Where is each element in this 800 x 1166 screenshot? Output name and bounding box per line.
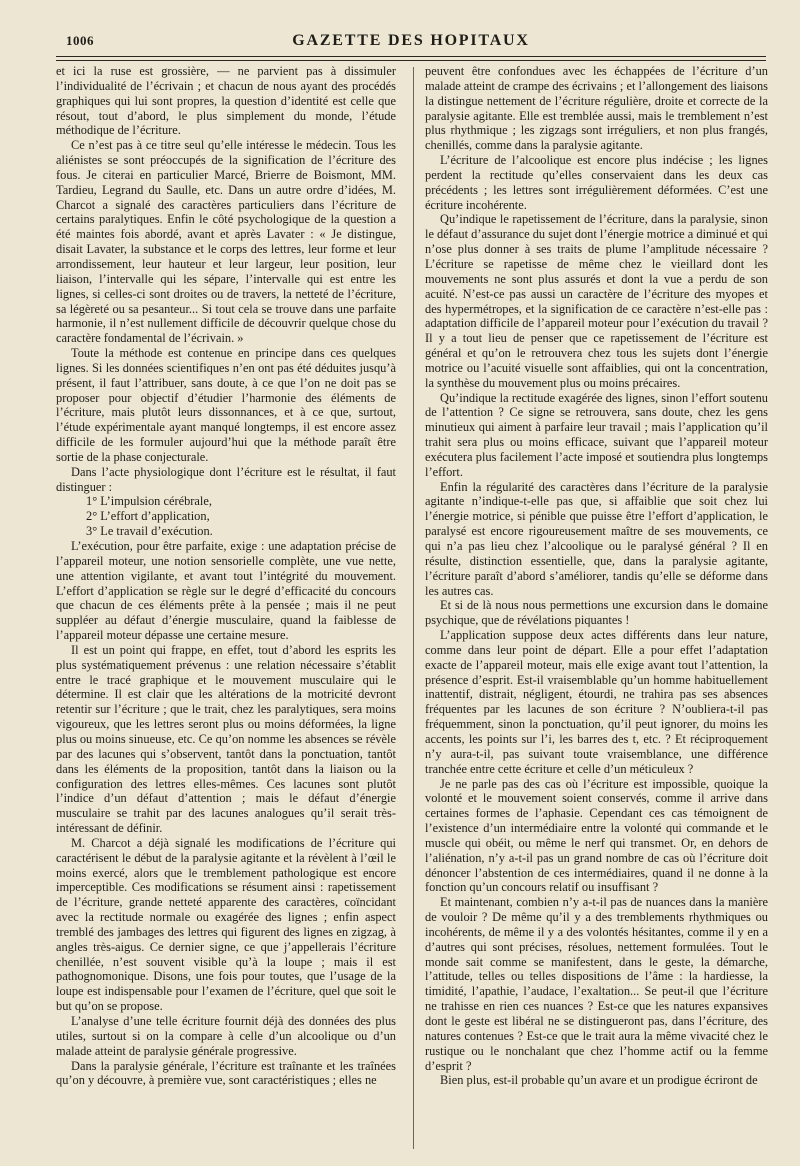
journal-title: GAZETTE DES HOPITAUX [292,32,530,49]
right-column [425,64,768,1154]
paragraph: Bien plus, est-il probable qu’un avare et un prodigue écriront de [440,1073,758,1088]
paragraph: Qu’indique la rectitude exagérée des lignes, sinon l’effort soutenu de l’attention ? Ce signe se retrouvera, sans doute, chez les gens minutieux qui aiment à parfaire leur travail ; mais l’application qu’il trahit sera plus ou moins efficace, suivant que l’appareil moteur exécutera plus facilement l’acte imposé et soutiendra plus longtemps l’effort. [425,390,768,479]
page-number: 1006 [66,33,94,48]
paragraph: Ce n’est pas à ce titre seul qu’elle intéresse le médecin. Tous les aliénistes se sont préoccupés de la signification de l’écriture des fous. Je citerai en particulier Marcé, Brierre de Boismont, MM. Tardieu, Legrand du Saulle, etc. Dans un autre ordre d’idées, M. Charcot a signalé des caractères particuliers dans l’écriture de certains paralytiques. Enfin le côté psychologique de la question a été maintes fois abordé, avant et après Lavater : « Je distingue, disait Lavater, la substance et le corps des lettres, leur forme et leur arrondissement, leur hauteur et leur largeur, leur position, leur liaison, l’intervalle qui les sépare, l’intervalle qui est entre les lignes, si celles-ci sont droites ou de travers, la netteté de l’écriture, sa légèreté ou sa pesanteur... Si tout cela se trouve dans une parfaite harmonie, il n’est nullement difficile de découvrir quelque chose du caractère fondamental de l’écrivain. » [56,138,396,346]
running-head [56,26,766,56]
column-divider [413,67,414,1149]
paragraph: Toute la méthode est contenue en principe dans ces quelques lignes. Si les données scientifiques n’en ont pas été déduites jusqu’à présent, il faut l’attribuer, sans doute, à ce que l’on ne doit pas se proposer pour objectif d’étudier l’harmonie des éléments de l’écriture, mais plutôt leurs dissonnances, et à ce que, surtout, l’étude expérimentale ayant manqué longtemps, il est encore assez difficile de les formuler aujourd’hui que la méthode paraît être sortie de la phase conjecturale. [56,346,396,464]
paragraph: Il est un point qui frappe, en effet, tout d’abord les esprits les plus systématiquement prévenus : une relation nécessaire s’établit entre le tracé graphique et le mouvement musculaire qui le détermine. Il est clair que les altérations de la motricité devront retentir sur l’écriture ; que le trait, chez les paralytiques, sera moins vigoureux, que les lettres seront plus ou moins déformées, la ligne plus ou moins sinueuse, etc. Ce qu’on nomme les absences se révèle par des lacunes qui s’observent, tantôt dans la ponctuation, tantôt dans les éléments de la proposition, tantôt dans la liaison ou la configuration des lettres elles-mêmes. Ces lacunes sont plutôt l’indice d’un défaut d’attention ; mais le défaut d’énergie musculaire se trahit par des lacunes analogues qu’il serait très-intéressant de définir. [56,642,396,836]
paragraph: Enfin la régularité des caractères dans l’écriture de la paralysie agitante n’indique-t-elle pas que, si affaiblie que soit chez lui l’énergie motrice, si pénible que puisse être l’effort d’application, le paralysé est encore rigoureusement maître de ses mouvements, ce qui n’a pas lieu chez l’alcoolique ou le paralysé général ? Il en résulte, distinction essentielle, que, dans la paralysie agitante, l’écriture paraît d’abord s’améliorer, tandis qu’elle se déforme dans les autres cas. [425,479,768,598]
paragraph: Qu’indique le rapetissement de l’écriture, dans la paralysie, sinon le défaut d’assurance du sujet dont l’énergie motrice a diminué et qui n’ose plus donner à ses traits de plume l’amplitude nécessaire ? L’écriture se rapetisse de même chez le vieillard dont les mouvements ne sont plus assurés et dont la vue a perdu de son acuité. N’est-ce pas aussi un caractère de l’écriture des myopes et des hypermétropes, et la signification de ce caractère n’est-elle pas : adaptation difficile de l’appareil moteur pour l’exécution du travail ? Il y a tout lieu de penser que ce rapetissement de l’écriture est général et qu’on le retrouvera chez tous les sujets dont l’énergie motrice ou l’acuité visuelle sont affaiblies, qui ont la concentration, la synthèse du mouvement plus ou moins précaires. [425,212,768,390]
paragraph: M. Charcot a déjà signalé les modifications de l’écriture qui caractérisent le début de la paralysie agitante et la révèlent à l’œil le moins exercé, alors que le tremblement pathologique est encore imperceptible. Ces modifications se résument ainsi : rapetissement de l’écriture, grande netteté apparente des caractères, coïncidant avec la rectitude normale ou exagérée des lignes ; enfin aspect tremblé des jambages des lettres qui figurent des lignes en zigzag, à angles très-aigus. Ce dernier signe, ce que j’appellerais l’écriture chenillée, n’est souvent visible qu’à la loupe ; mais il est pathognomonique. Disons, une fois pour toutes, que l’usage de la loupe est indispensable pour l’examen de l’écriture, quel que soit le but qu’on se propose. [56,835,396,1014]
paragraph: Dans la paralysie générale, l’écriture est traînante et les traînées qu’on y découvre, à première vue, sont caractéristiques ; elles ne [56,1058,396,1088]
header-rule-top [56,56,766,57]
paragraph: Et si de là nous nous permettions une excursion dans le domaine psychique, que de révélations piquantes ! [425,598,768,628]
header-rule-bottom [56,60,766,61]
left-column [56,64,396,1154]
list-item: 2° L’effort d’application, [86,509,210,524]
paragraph: Dans l’acte physiologique dont l’écriture est le résultat, il faut distinguer : [56,464,396,494]
paragraph: et ici la ruse est grossière, — ne parvient pas à dissimuler l’individualité de l’écrivain ; et chacun de nous ayant des procédés graphiques qui lui sont propres, la question d’identité est celle que résout, tout d’abord, le plus simplement du monde, l’étude méthodique de l’écriture. [56,64,396,138]
paragraph: L’écriture de l’alcoolique est encore plus indécise ; les lignes perdent la rectitude qu’elles conservaient dans les deux cas précédents ; les lettres sont irrégulièrement déformées. C’est une écriture incohérente. [425,153,768,212]
list-item: 3° Le travail d’exécution. [86,524,213,539]
paragraph: Et maintenant, combien n’y a-t-il pas de nuances dans la manière de vouloir ? De même qu’il y a des tremblements rhythmiques ou incohérents, de même il y a des volontés hésitantes, comme il y en a d’autres qui sont précises, résolues, nettement formulées. Tout le monde sait comme se manifestent, dans le geste, la démarche, l’attitude, telles ou telles dispositions de l’âme : la hardiesse, la timidité, l’apathie, l’audace, l’exaltation... Se peut-il que l’écriture ne trahisse en rien ces nuances ? Est-ce que les natures expansives dont le geste est libéral ne se distingueront pas, dans l’écriture, des natures contenues ? Est-ce que le trait aura la même vivacité chez le rustique ou le nonchalant que chez l’homme actif ou la femme d’esprit ? [425,895,768,1073]
paragraph: Je ne parle pas des cas où l’écriture est impossible, quoique la volonté et le mouvement soient conservés, comme il arrive dans certaines formes de l’aphasie. Cependant ces cas témoignent de l’existence d’un intermédiaire entre la volonté qui commande et le muscle qui obéit, ou même le nerf qui transmet. Or, en dehors de l’aliénation, n’y a-t-il pas un grand nombre de cas où l’écriture doit dénoncer l’abstention de ces intermédiaires, quand il ne donne à la fonction qu’un concours relatif ou insuffisant ? [425,776,768,895]
paragraph: L’application suppose deux actes différents dans leur nature, comme dans leur point de départ. Elle a pour effet l’adaptation exacte de l’appareil moteur, mais elle exige avant tout l’attention, la présence d’esprit. Est-il vraisemblable qu’un homme habituellement inattentif, distrait, négligent, étourdi, ne trahira pas ses absences fréquentes par les lacunes de son écriture ? N’oubliera-t-il pas fréquemment, sinon la ponctuation, qu’il peut ignorer, du moins les accents, les points sur l’i, les barres des t, etc. ? Et réciproquement n’y aura-t-il, pas suivant toute vraisemblance, une différence tranchée entre cette écriture et celle d’un méticuleux ? [425,628,768,776]
list-item: 1° L’impulsion cérébrale, [86,494,212,509]
paragraph: peuvent être confondues avec les échappées de l’écriture d’un malade atteint de crampe des écrivains ; et l’allongement des liaisons la distingue nettement de l’écriture régulière, droite et correcte de la paralysie agitante. Elle est tremblée aussi, mais le tremblement n’est plus rhythmique ; les zigzags sont irréguliers, et non plus frangés, chenillés, comme dans la paralysie agitante. [425,64,768,153]
paragraph: L’exécution, pour être parfaite, exige : une adaptation précise de l’appareil moteur, une notion sensorielle complète, une vue nette, une attention vigilante, et avant tout l’intégrité du mouvement. L’effort d’application se règle sur le degré d’efficacité du concours que chacun de ces éléments prête à la pensée ; mais il ne peut suppléer au défaut d’énergie musculaire, quand la faiblesse de l’appareil moteur dépasse une certaine mesure. [56,539,396,643]
paragraph: L’analyse d’une telle écriture fournit déjà des données des plus utiles, surtout si on la compare à celle d’un alcoolique ou d’un malade atteint de paralysie générale progressive. [56,1014,396,1058]
